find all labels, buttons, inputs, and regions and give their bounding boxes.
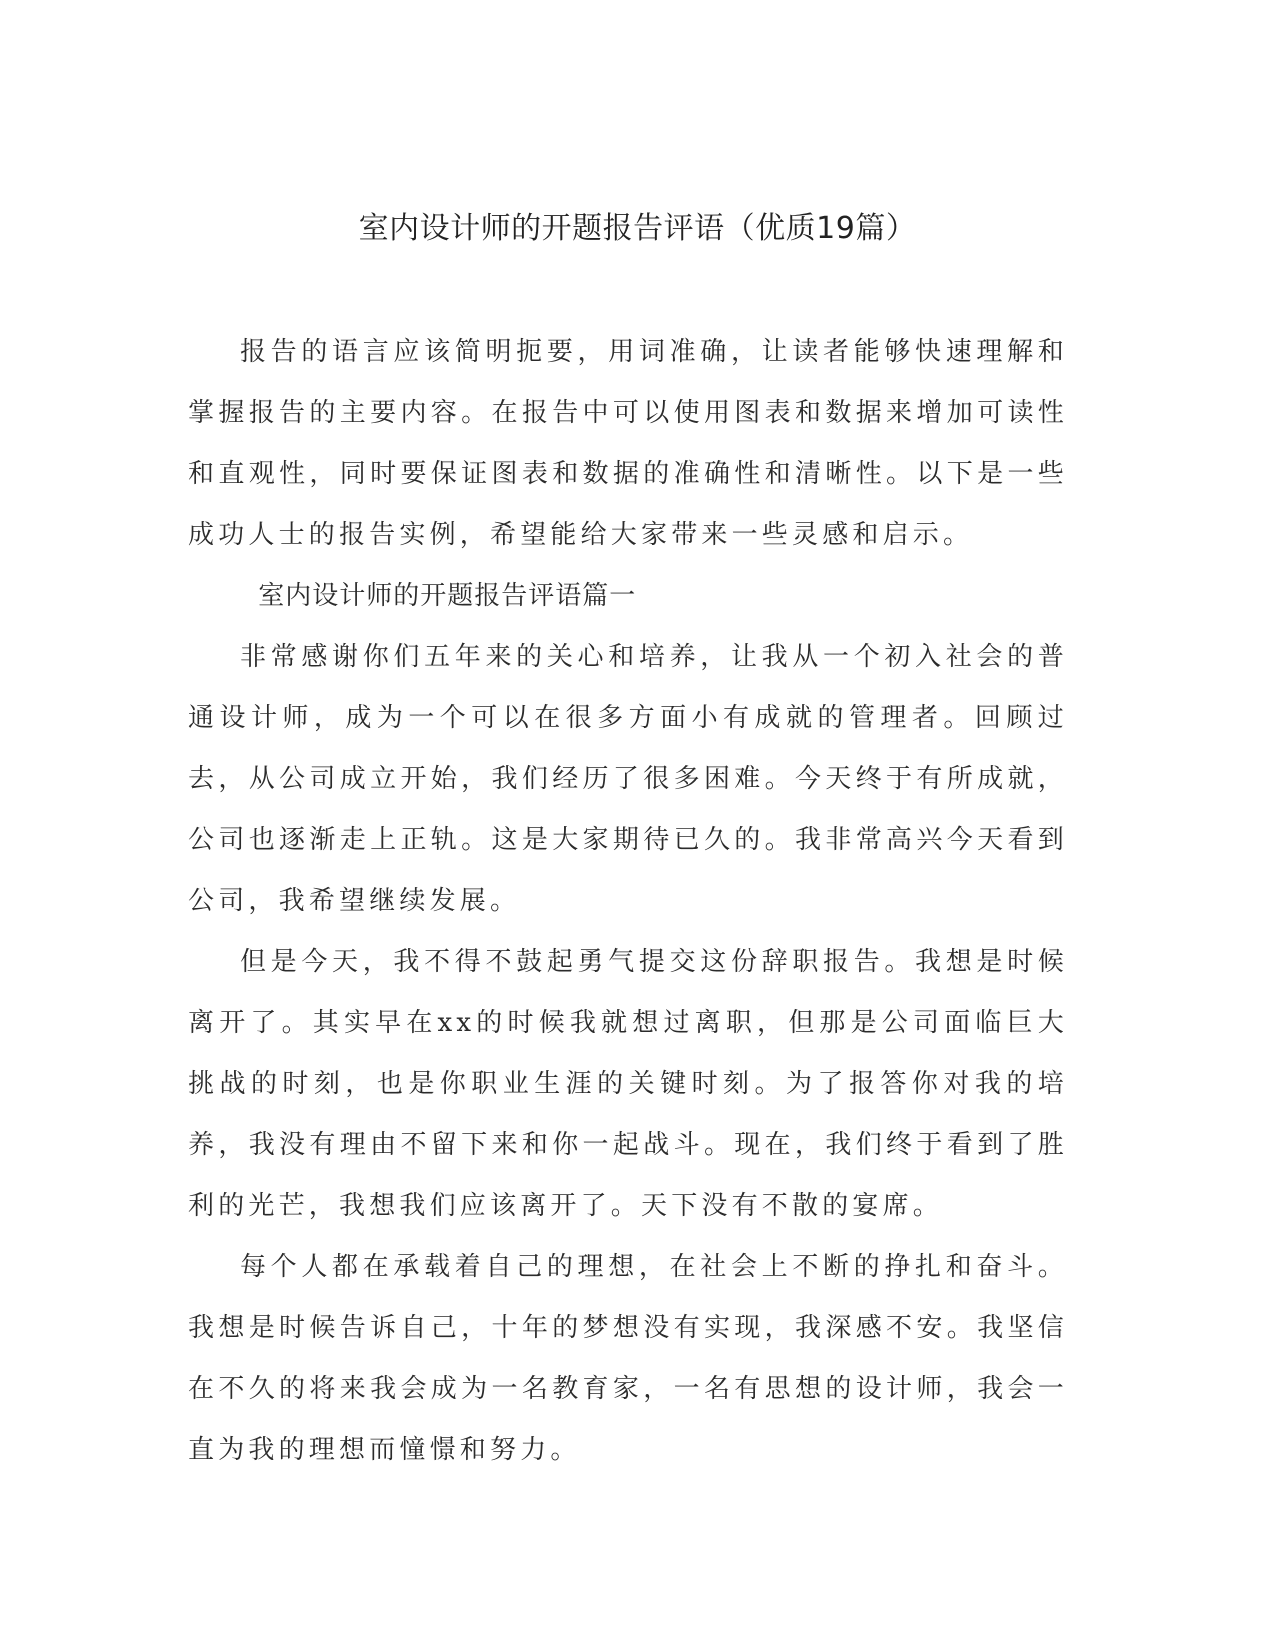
intro-paragraph: 报告的语言应该简明扼要，用词准确，让读者能够快速理解和掌握报告的主要内容。在报告中可以使用图表和数据来增加可读性和直观性，同时要保证图表和数据的准确性和清晰性。以下是一些成功人士的报告实例，希望能给大家带来一些灵感和启示。 [188, 337, 1068, 550]
document-title: 室内设计师的开题报告评语（优质19篇） [358, 211, 917, 246]
body-paragraph-3: 每个人都在承载着自己的理想，在社会上不断的挣扎和奋斗。我想是时候告诉自己，十年的梦想没有实现，我深感不安。我坚信在不久的将来我会成为一名教育家，一名有思想的设计师，我会一直为我的理想而憧憬和努力。 [188, 1252, 1068, 1465]
document-body [188, 322, 1068, 1481]
body-paragraph-1: 非常感谢你们五年来的关心和培养，让我从一个初入社会的普通设计师，成为一个可以在很多方面小有成就的管理者。回顾过去，从公司成立开始，我们经历了很多困难。今天终于有所成就，公司也逐渐走上正轨。这是大家期待已久的。我非常高兴今天看到公司，我希望继续发展。 [188, 642, 1068, 916]
body-paragraph-2: 但是今天，我不得不鼓起勇气提交这份辞职报告。我想是时候离开了。其实早在xx的时候我就想过离职，但那是公司面临巨大挑战的时刻，也是你职业生涯的关键时刻。为了报答你对我的培养，我没有理由不留下来和你一起战斗。现在，我们终于看到了胜利的光芒，我想我们应该离开了。天下没有不散的宴席。 [188, 947, 1068, 1221]
section-heading: 室内设计师的开题报告评语篇一 [258, 581, 637, 611]
